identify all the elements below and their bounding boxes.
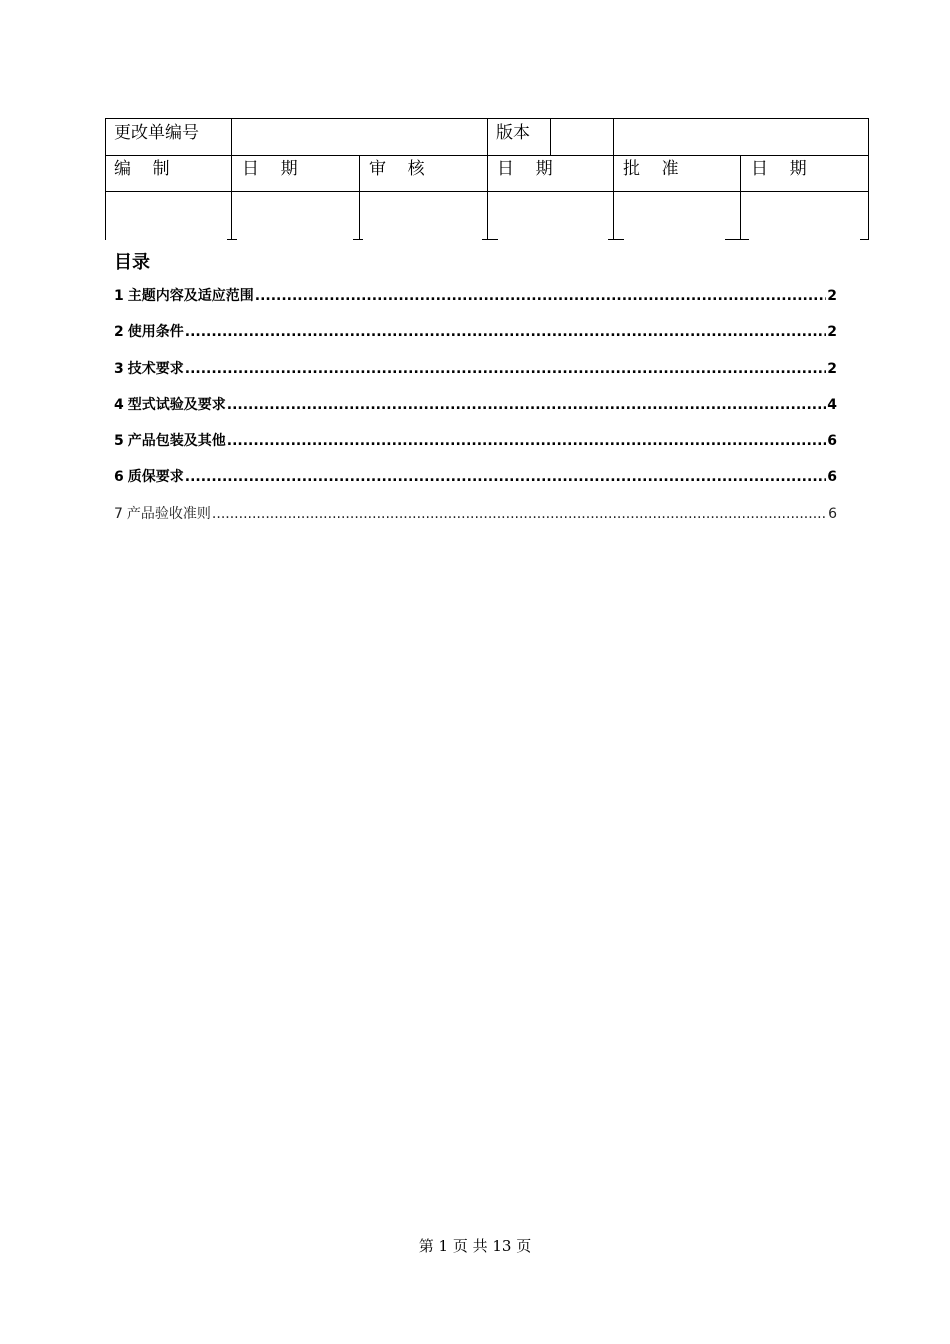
table-tick — [725, 239, 749, 240]
toc-entry-title: 使用条件 — [127, 324, 184, 341]
page-footer: 第 1 页 共 13 页 — [418, 1237, 532, 1255]
toc-entry-number: 4 — [114, 396, 124, 413]
toc-dot-leader — [185, 322, 827, 342]
toc-dot-leader — [185, 467, 827, 487]
toc-entry-title: 主题内容及适应范围 — [127, 288, 254, 304]
review-label: 审 核 — [369, 159, 425, 179]
toc-entry-page: 2 — [827, 360, 837, 377]
date-label-compiled: 日 期 — [242, 159, 298, 179]
version-label: 版本 — [496, 123, 530, 143]
table-tick — [482, 239, 498, 240]
toc-entry[interactable] — [114, 286, 837, 322]
toc-entry-number: 6 — [114, 469, 124, 486]
table-col-divider — [550, 118, 551, 155]
table-col-divider — [231, 118, 232, 155]
toc-entry[interactable] — [114, 467, 837, 503]
toc-entry[interactable] — [114, 395, 837, 431]
toc-dot-leader — [227, 395, 827, 415]
date-label-review: 日 期 — [497, 159, 553, 179]
table-col-divider — [359, 155, 360, 240]
table-border-left — [105, 118, 106, 240]
toc-entry[interactable] — [114, 431, 837, 467]
table-col-divider — [231, 155, 232, 240]
toc-entry[interactable] — [114, 322, 837, 358]
toc-entry-number: 2 — [114, 324, 124, 341]
table-tick — [227, 239, 237, 240]
toc-entry-title: 型式试验及要求 — [127, 396, 226, 413]
approval-table — [105, 118, 869, 240]
toc-entry-number: 7 — [114, 505, 123, 522]
approve-label: 批 准 — [623, 159, 679, 179]
toc-entry-number: 1 — [114, 288, 124, 304]
table-col-divider — [487, 155, 488, 240]
table-tick — [353, 239, 363, 240]
toc-title: 目录 — [114, 252, 150, 273]
toc-entry-title: 质保要求 — [127, 469, 184, 486]
toc-entry-page: 4 — [827, 396, 837, 413]
table-col-divider — [740, 155, 741, 240]
toc-entry-page: 2 — [827, 324, 837, 341]
date-label-approve: 日 期 — [751, 159, 807, 179]
table-tick — [860, 239, 869, 240]
toc-dot-leader — [185, 359, 827, 379]
toc-entry-number: 3 — [114, 360, 124, 377]
toc-entry-title: 产品包装及其他 — [127, 433, 226, 450]
table-tick — [608, 239, 624, 240]
toc-entry-page: 6 — [828, 505, 837, 522]
toc-entry-page: 2 — [827, 288, 837, 304]
toc-dot-leader — [255, 286, 827, 306]
table-col-divider — [613, 118, 614, 155]
table-col-divider — [487, 118, 488, 155]
compiled-label: 编 制 — [114, 159, 170, 179]
toc-entry-title: 技术要求 — [127, 360, 184, 377]
toc-dot-leader — [227, 431, 827, 451]
table-border-right — [868, 118, 869, 240]
toc-entry-title: 产品验收准则 — [126, 505, 211, 522]
toc-entry-number: 5 — [114, 433, 124, 450]
change-no-label: 更改单编号 — [114, 123, 199, 143]
toc-entry-page: 6 — [827, 433, 837, 450]
table-of-contents — [114, 286, 837, 540]
toc-dot-leader — [212, 504, 827, 524]
toc-entry[interactable] — [114, 359, 837, 395]
toc-entry[interactable] — [114, 504, 837, 540]
toc-entry-page: 6 — [827, 469, 837, 486]
table-col-divider — [613, 155, 614, 240]
